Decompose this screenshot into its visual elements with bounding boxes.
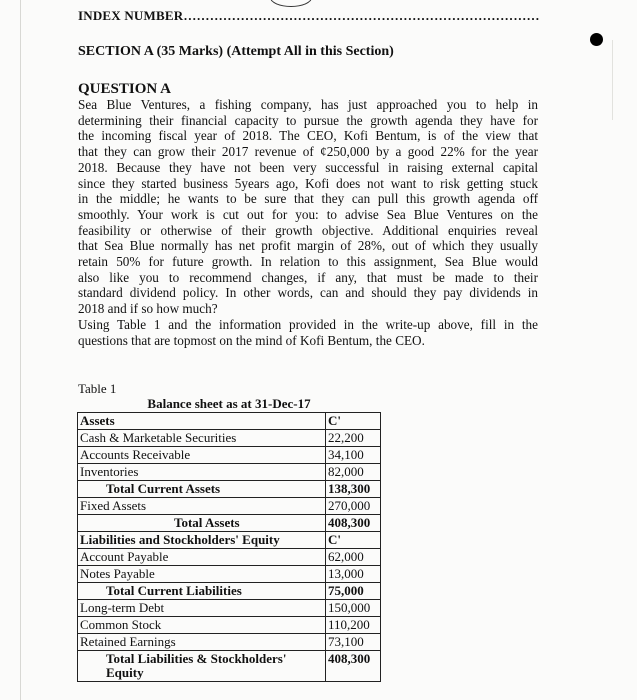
table-row xyxy=(78,532,381,549)
question-line: that they can grow their 2017 revenue of ¢250,000 by a good 22% for the year xyxy=(78,144,538,160)
table-row xyxy=(78,583,381,600)
table-row xyxy=(78,430,381,447)
section-title: SECTION A (35 Marks) (Attempt All in this Section) xyxy=(78,44,394,59)
question-line: also like you to recommend changes, if any, that must be made to their xyxy=(78,269,538,285)
fixed-assets-value: 270,000 xyxy=(326,498,381,515)
table-row xyxy=(78,464,381,481)
table-label: Table 1 xyxy=(78,381,117,396)
table-row xyxy=(78,413,381,430)
question-line: in the middle; he wants to be sure that they can pull this growth agenda off xyxy=(78,191,538,207)
page-edge-line-right xyxy=(612,40,613,120)
total-liabilities-equity-label: Total Liabilities & Stockholders' Equity xyxy=(78,651,326,682)
table-row xyxy=(78,447,381,464)
row-label: Accounts Receivable xyxy=(78,447,326,464)
page-edge-line xyxy=(20,0,21,700)
table-row xyxy=(78,651,381,682)
assets-heading: Assets xyxy=(78,413,326,430)
table-row xyxy=(78,617,381,634)
total-assets-value: 408,300 xyxy=(326,515,381,532)
liabilities-heading: Liabilities and Stockholders' Equity xyxy=(78,532,326,549)
index-number-field: INDEX NUMBER……………………………………………………………………… xyxy=(78,8,540,23)
row-value: 22,200 xyxy=(326,430,381,447)
table-row xyxy=(78,566,381,583)
question-line: standard dividend policy. In other words, can and should they pay dividends in xyxy=(78,285,538,301)
currency-symbol: C' xyxy=(326,532,381,549)
row-label: Notes Payable xyxy=(78,566,326,583)
question-line: Using Table 1 and the information provided in the write-up above, fill in the xyxy=(78,316,538,332)
table-row xyxy=(78,498,381,515)
balance-sheet-table xyxy=(77,396,381,682)
table-row xyxy=(78,481,381,498)
question-line: Sea Blue Ventures, a fishing company, has just approached you to help in xyxy=(78,97,538,112)
question-line: 2018 and if so how much? xyxy=(78,301,218,317)
row-value: 150,000 xyxy=(326,600,381,617)
row-label: Account Payable xyxy=(78,549,326,566)
total-current-liabilities-value: 75,000 xyxy=(326,583,381,600)
total-current-liabilities-label: Total Current Liabilities xyxy=(78,583,326,600)
row-value: 62,000 xyxy=(326,549,381,566)
table-row xyxy=(78,634,381,651)
row-label: Long-term Debt xyxy=(78,600,326,617)
handwritten-mark xyxy=(270,0,312,7)
row-value: 110,200 xyxy=(326,617,381,634)
total-liabilities-equity-value: 408,300 xyxy=(326,651,381,682)
question-line: questions that are topmost on the mind of Kofi Bentum, the CEO. xyxy=(78,332,425,348)
table-title: Balance sheet as at 31-Dec-17 xyxy=(78,396,381,413)
table-row xyxy=(78,549,381,566)
question-line: the incoming fiscal year of 2018. The CEO, Kofi Bentum, is of the view that xyxy=(78,128,538,144)
row-value: 34,100 xyxy=(326,447,381,464)
question-line: 2018. Because they have not been very successful in raising external capital xyxy=(78,159,538,175)
row-label: Common Stock xyxy=(78,617,326,634)
row-value: 82,000 xyxy=(326,464,381,481)
total-current-assets-label: Total Current Assets xyxy=(78,481,326,498)
row-value: 13,000 xyxy=(326,566,381,583)
table-row xyxy=(78,600,381,617)
question-body xyxy=(78,97,538,348)
row-label: Cash & Marketable Securities xyxy=(78,430,326,447)
question-line: feasibility or otherwise of their growth objective. Additional enquiries reveal xyxy=(78,222,538,238)
question-line: retain 50% for future growth. In relation to this assignment, Sea Blue would xyxy=(78,254,538,270)
row-value: 73,100 xyxy=(326,634,381,651)
question-line: that Sea Blue normally has net profit margin of 28%, out of which they usually xyxy=(78,238,538,254)
ink-dot xyxy=(590,33,603,46)
row-label: Retained Earnings xyxy=(78,634,326,651)
question-line: since they started business 5years ago, Kofi does not want to risk getting stuck xyxy=(78,175,538,191)
total-current-assets-value: 138,300 xyxy=(326,481,381,498)
question-line: determining their financial capacity to pursue the growth agenda they have for xyxy=(78,112,538,128)
fixed-assets-label: Fixed Assets xyxy=(78,498,326,515)
table-title-row xyxy=(78,396,381,413)
row-label: Inventories xyxy=(78,464,326,481)
currency-symbol: C' xyxy=(326,413,381,430)
total-assets-label: Total Assets xyxy=(78,515,326,532)
question-heading: QUESTION A xyxy=(78,81,171,97)
table-row xyxy=(78,515,381,532)
question-line: smoothly. Your work is cut out for you: to advise Sea Blue Ventures on the xyxy=(78,206,538,222)
